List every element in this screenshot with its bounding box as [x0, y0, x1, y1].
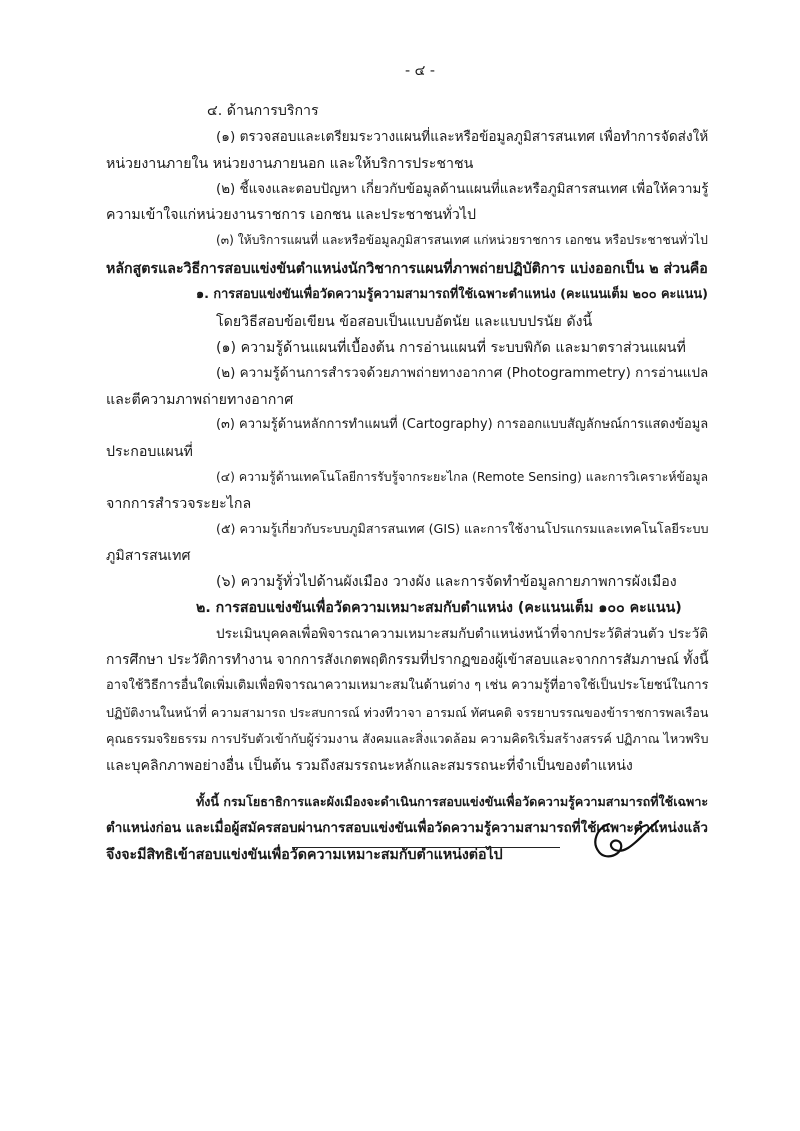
end-rule — [292, 847, 560, 848]
closing-para-2: ตำแหน่งก่อน และเมื่อผู้สมัครสอบผ่านการสอบแข่งขันเพื่อวัดความรู้ความสามารถที่ใช้เฉพาะตำแหน่งแล้ว — [106, 820, 708, 836]
section-heading-service: ๔. ด้านการบริการ — [207, 103, 319, 119]
exam-part-2-para-1: ประเมินบุคคลเพื่อพิจารณาความเหมาะสมกับตำแหน่งหน้าที่จากประวัติส่วนตัว ประวัติ — [216, 626, 709, 642]
page-number: - ๔ - — [405, 63, 435, 79]
exam-topic-3: (๓) ความรู้ด้านหลักการทำแผนที่ (Cartography) การออกแบบสัญลักษณ์การแสดงข้อมูล — [216, 417, 709, 432]
exam-part-2-para-6: และบุคลิกภาพอย่างอื่น เป็นต้น รวมถึงสมรรถนะหลักและสมรรถนะที่จำเป็นของตำแหน่ง — [106, 758, 633, 774]
exam-curriculum-heading: หลักสูตรและวิธีการสอบแข่งขันตำแหน่งนักวิชาการแผนที่ภาพถ่ายปฏิบัติการ แบ่งออกเป็น ๒ ส่วนคือ — [106, 261, 708, 277]
exam-topic-6: (๖) ความรู้ทั่วไปด้านผังเมือง วางผัง และการจัดทำข้อมูลกายภาพการผังเมือง — [216, 574, 677, 590]
exam-topic-5-cont: ภูมิสารสนเทศ — [106, 548, 191, 564]
service-item-2: (๒) ชี้แจงและตอบปัญหา เกี่ยวกับข้อมูลด้านแผนที่และหรือภูมิสารสนเทศ เพื่อให้ความรู้ — [216, 182, 709, 197]
exam-topic-4: (๔) ความรู้ด้านเทคโนโลยีการรับรู้จากระยะไกล (Remote Sensing) และการวิเคราะห์ข้อมูล — [216, 470, 709, 484]
signature-initials — [585, 808, 665, 871]
service-item-2-cont: ความเข้าใจแก่หน่วยงานราชการ เอกชน และประชาชนทั่วไป — [106, 207, 476, 223]
service-item-1: (๑) ตรวจสอบและเตรียมระวางแผนที่และหรือข้อมูลภูมิสารสนเทศ เพื่อทำการจัดส่งให้ — [216, 129, 709, 145]
exam-part-2-para-5: คุณธรรมจริยธรรม การปรับตัวเข้ากับผู้ร่วมงาน สังคมและสิ่งแวดล้อม ความคิดริเริ่มสร้างสรรค์ ปฏิภาณ ไหวพริบ — [106, 731, 709, 746]
exam-part-2-heading: ๒. การสอบแข่งขันเพื่อวัดความเหมาะสมกับตำแหน่ง (คะแนนเต็ม ๑๐๐ คะแนน) — [196, 600, 682, 616]
exam-topic-2-cont: และตีความภาพถ่ายทางอากาศ — [106, 392, 294, 408]
exam-part-1-heading: ๑. การสอบแข่งขันเพื่อวัดความรู้ความสามารถที่ใช้เฉพาะตำแหน่ง (คะแนนเต็ม ๒๐๐ คะแนน) — [196, 287, 708, 302]
exam-part-1-method: โดยวิธีสอบข้อเขียน ข้อสอบเป็นแบบอัตนัย และแบบปรนัย ดังนี้ — [216, 314, 593, 330]
exam-part-2-para-2: การศึกษา ประวัติการทำงาน จากการสังเกตพฤติกรรมที่ปรากฏของผู้เข้าสอบและจากการสัมภาษณ์ ทั้งนี้ — [106, 652, 709, 668]
closing-para-3: จึงจะมีสิทธิเข้าสอบแข่งขันเพื่อวัดความเหมาะสมกับตำแหน่งต่อไป — [106, 847, 503, 863]
exam-topic-2: (๒) ความรู้ด้านการสำรวจด้วยภาพถ่ายทางอากาศ (Photogrammetry) การอ่านแปล — [216, 366, 709, 381]
service-item-3: (๓) ให้บริการแผนที่ และหรือข้อมูลภูมิสารสนเทศ แก่หน่วยราชการ เอกชน หรือประชาชนทั่วไป — [216, 233, 708, 247]
exam-topic-4-cont: จากการสำรวจระยะไกล — [106, 496, 252, 512]
service-item-1-cont: หน่วยงานภายใน หน่วยงานภายนอก และให้บริการประชาชน — [106, 156, 474, 172]
exam-part-2-para-3: อาจใช้วิธีการอื่นใดเพิ่มเติมเพื่อพิจารณาความเหมาะสมในด้านต่าง ๆ เช่น ความรู้ที่อาจใช้เป็นประโยชน์ในการ — [106, 678, 709, 693]
exam-topic-5: (๕) ความรู้เกี่ยวกับระบบภูมิสารสนเทศ (GIS) และการใช้งานโปรแกรมและเทคโนโลยีระบบ — [216, 521, 709, 536]
closing-para-1: ทั้งนี้ กรมโยธาธิการและผังเมืองจะดำเนินการสอบแข่งขันเพื่อวัดความรู้ความสามารถที่ใช้เฉพาะ — [196, 794, 709, 809]
exam-topic-1: (๑) ความรู้ด้านแผนที่เบื้องต้น การอ่านแผนที่ ระบบพิกัด และมาตราส่วนแผนที่ — [216, 340, 686, 356]
exam-topic-3-cont: ประกอบแผนที่ — [106, 444, 193, 460]
exam-part-2-para-4: ปฏิบัติงานในหน้าที่ ความสามารถ ประสบการณ์ ท่วงทีวาจา อารมณ์ ทัศนคติ จรรยาบรรณของข้าราชการพลเรือน — [106, 705, 709, 720]
